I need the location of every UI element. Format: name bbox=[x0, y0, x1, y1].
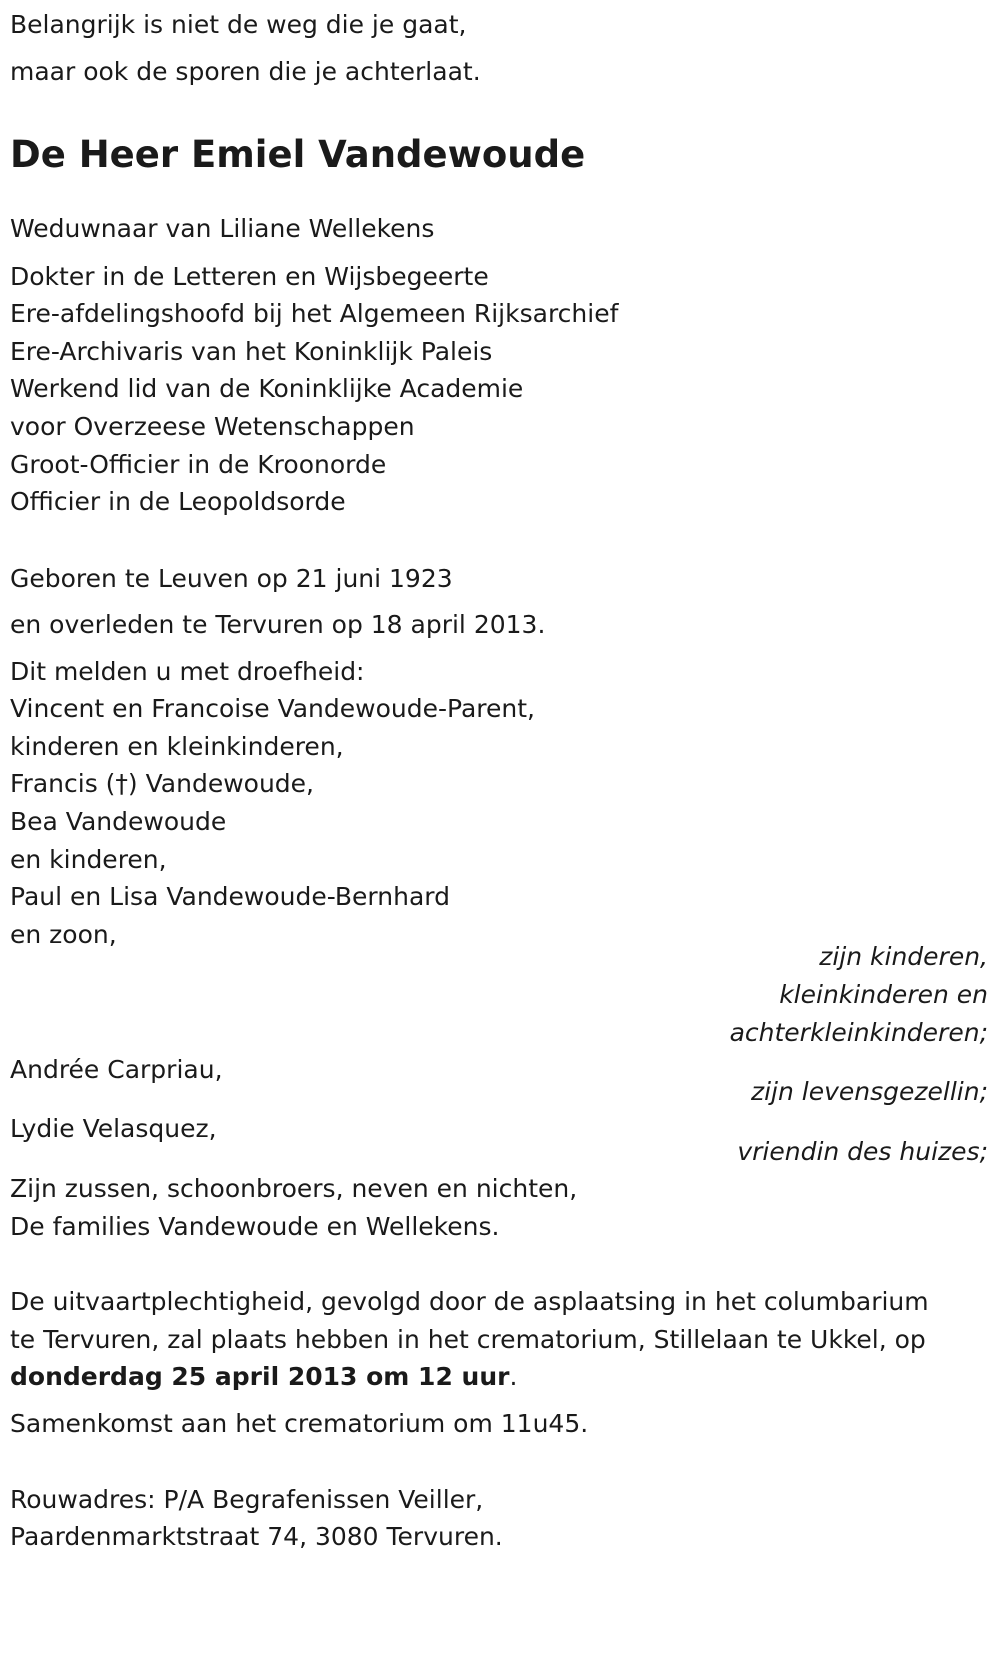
title-line: Officier in de Leopoldsorde bbox=[10, 487, 346, 516]
partner-relation: zijn levensgezellin; bbox=[750, 1077, 988, 1106]
motto-line-2: maar ook de sporen die je achterlaat. bbox=[10, 57, 481, 86]
announcer-line: en zoon, bbox=[10, 920, 117, 949]
title-line: voor Overzeese Wetenschappen bbox=[10, 412, 415, 441]
ceremony-date-suffix: . bbox=[509, 1362, 518, 1391]
title-line: Dokter in de Letteren en Wijsbegeerte bbox=[10, 262, 489, 291]
announcer-line: Bea Vandewoude bbox=[10, 807, 227, 836]
announcer-line: kinderen en kleinkinderen, bbox=[10, 732, 344, 761]
ceremony-date-line bbox=[10, 1364, 517, 1389]
announcer-line: Paul en Lisa Vandewoude-Bernhard bbox=[10, 882, 450, 911]
ceremony-line-2: te Tervuren, zal plaats hebben in het crematorium, Stillelaan te Ukkel, op bbox=[10, 1325, 926, 1354]
relation-children-line: achterkleinkinderen; bbox=[729, 1018, 988, 1047]
announcer-line: Vincent en Francoise Vandewoude-Parent, bbox=[10, 694, 535, 723]
ceremony-line-1: De uitvaartplechtigheid, gevolgd door de asplaatsing in het columbarium bbox=[10, 1287, 929, 1316]
gathering-line: Samenkomst aan het crematorium om 11u45. bbox=[10, 1409, 589, 1438]
friend-name: Lydie Velasquez, bbox=[10, 1114, 217, 1143]
born-line: Geboren te Leuven op 21 juni 1923 bbox=[10, 564, 453, 593]
announcer-line: en kinderen, bbox=[10, 845, 167, 874]
partner-name: Andrée Carpriau, bbox=[10, 1055, 223, 1084]
address-line-2: Paardenmarktstraat 74, 3080 Tervuren. bbox=[10, 1522, 503, 1551]
ceremony-date: donderdag 25 april 2013 om 12 uur bbox=[10, 1362, 510, 1391]
title-line: Ere-Archivaris van het Koninklijk Paleis bbox=[10, 337, 493, 366]
announcer-line: Francis (†) Vandewoude, bbox=[10, 769, 314, 798]
motto-line-1: Belangrijk is niet de weg die je gaat, bbox=[10, 10, 467, 39]
deceased-name: De Heer Emiel Vandewoude bbox=[10, 133, 586, 176]
family-line: De families Vandewoude en Wellekens. bbox=[10, 1212, 500, 1241]
widower-line: Weduwnaar van Liliane Wellekens bbox=[10, 214, 435, 243]
title-line: Groot-Officier in de Kroonorde bbox=[10, 450, 387, 479]
title-line: Ere-afdelingshoofd bij het Algemeen Rijksarchief bbox=[10, 299, 619, 328]
friend-relation: vriendin des huizes; bbox=[737, 1137, 988, 1166]
title-line: Werkend lid van de Koninklijke Academie bbox=[10, 374, 524, 403]
died-line: en overleden te Tervuren op 18 april 2013. bbox=[10, 610, 546, 639]
relation-children-line: kleinkinderen en bbox=[779, 980, 988, 1009]
relation-children-line: zijn kinderen, bbox=[819, 942, 988, 971]
address-line-1: Rouwadres: P/A Begrafenissen Veiller, bbox=[10, 1485, 484, 1514]
family-line: Zijn zussen, schoonbroers, neven en nichten, bbox=[10, 1174, 578, 1203]
announcer-line: Dit melden u met droefheid: bbox=[10, 657, 365, 686]
